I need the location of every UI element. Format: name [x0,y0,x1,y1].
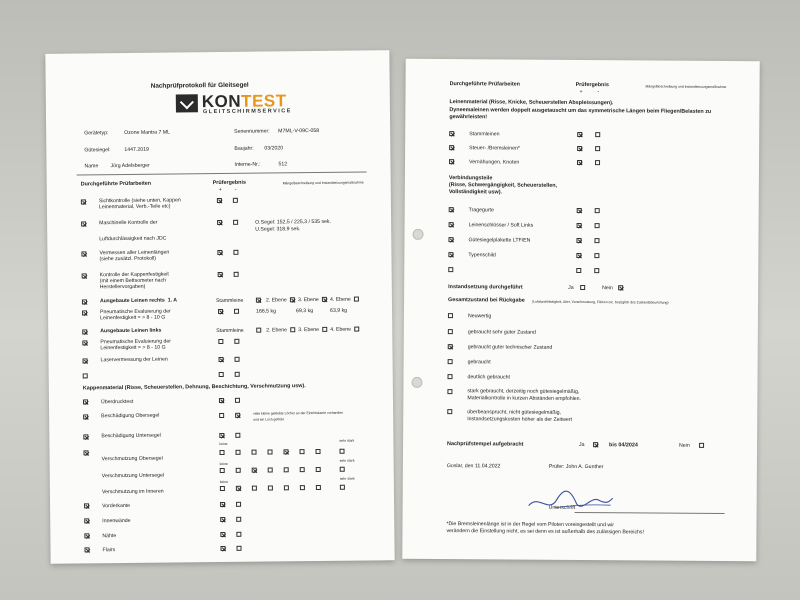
checkbox[interactable] [316,467,321,472]
checkbox[interactable] [283,449,288,454]
checkbox[interactable] [577,146,582,151]
ja-label: Ja [579,441,585,449]
condition-option: gebraucht guter technischer Zustand [467,344,553,351]
checkbox[interactable] [82,329,87,334]
checkbox[interactable] [220,517,225,522]
checkbox[interactable] [82,299,87,304]
checkbox[interactable] [219,372,224,377]
row-label: Leinenfestigkeit = > 8 - 10 G [100,344,166,352]
row-label: Überdrucktest [100,398,134,406]
checkbox[interactable] [595,160,600,165]
keine-label: keine [219,479,228,485]
checkbox[interactable] [217,250,222,255]
row-label: Beschädigung Untersegel [101,432,161,440]
row-label: Verschmutzung Untersegel [101,472,165,480]
checkbox[interactable] [340,485,345,490]
bis-date: bis 04/2024 [609,442,638,449]
name-label: Name [84,163,99,170]
checkbox[interactable] [218,309,223,314]
checkbox[interactable] [219,413,224,418]
checkbox[interactable] [236,502,241,507]
row-label: Pneumatische Evaluierung der [100,308,171,316]
condition-option: Neuwertig [467,313,492,320]
checkbox[interactable] [448,359,453,364]
row-label: Nähte [102,533,117,540]
checkbox[interactable] [267,449,272,454]
row-label: (mit einem Bettsometer nach [99,277,167,285]
checkbox[interactable] [82,273,87,278]
guete-label: Gütesiegel: [84,147,111,154]
checkbox[interactable] [449,159,454,164]
checkbox[interactable] [268,467,273,472]
name-value: Jörg Adelsberger [110,162,150,170]
checkbox[interactable] [81,199,86,204]
kappen-section-title: Kappenmaterial (Risse, Scheuerstellen, Dehnung, Beschichtung, Verschmutzung usw). [82,383,306,392]
checkbox[interactable] [448,267,453,272]
row-label: Verschmutzung im Inneren [101,488,164,496]
row-label: Pneumatische Evaluierung der [100,338,172,346]
sehr-stark-label: sehr stark [339,438,355,443]
ja-label: Ja [568,284,574,291]
checkbox[interactable] [284,467,289,472]
checkbox[interactable] [448,344,453,349]
row-label: Laservermessung der Leinen [100,356,168,364]
minus-header: - [597,89,600,96]
row-label: Vernähungen, Knoten [469,159,520,166]
checkbox[interactable] [580,285,585,290]
row-label: Gütesiegelplakette LTF/EN [468,237,531,244]
ebene3-label: 3. Ebene [298,326,320,334]
row-label: Maschinelle Kontrolle der [99,219,158,227]
checkbox[interactable] [448,329,453,334]
checkbox[interactable] [256,328,261,333]
keine-label: keine [219,461,228,467]
checkbox[interactable] [233,220,238,225]
divider [77,171,367,175]
unterschrift-label: Unterschrift [548,504,576,511]
value-1: 166,5 kg [256,308,276,315]
checkbox[interactable] [448,313,453,318]
checkbox[interactable] [217,198,222,203]
checkbox[interactable] [300,467,305,472]
checkbox[interactable] [315,449,320,454]
checkbox[interactable] [81,251,86,256]
checkbox[interactable] [252,486,257,491]
checkbox[interactable] [256,298,261,303]
untersegel-values: U.Segel: 318,9 sek. [255,226,301,233]
checkbox[interactable] [83,399,88,404]
checkbox[interactable] [577,132,582,137]
row-label: Flairs [102,547,116,554]
baujahr-value: 03/2020 [264,145,284,152]
checkbox[interactable] [83,373,88,378]
condition-option: Instandsetzungskosten höher als der Zeitwert [467,416,572,423]
protocol-page-left [45,50,394,564]
checkbox[interactable] [221,546,226,551]
checkbox[interactable] [594,238,599,243]
row-label: Vorderkante [102,502,131,510]
condition-option: deutlich gebraucht [467,374,510,381]
value-2: 69,3 kg [296,308,314,315]
row-label: Innenwände [102,517,131,525]
checkbox[interactable] [595,223,600,228]
checkbox[interactable] [577,223,582,228]
keine-label: keine [219,441,228,447]
leinen-subtitle: Dyneemaleinen werden doppelt ausgetauscht um das symmetrische Längen beim Fliegen/Belasten zu gewährleisten! [449,107,712,121]
nein-label: Nein [679,442,690,449]
checkbox[interactable] [234,339,239,344]
checkbox[interactable] [447,409,452,414]
serien-label: Seriennummer: [234,128,270,135]
checkbox[interactable] [594,253,599,258]
checkbox[interactable] [235,398,240,403]
intern-value: 512 [278,161,288,168]
checkbox[interactable] [290,327,295,332]
checkbox[interactable] [595,208,600,213]
checkbox[interactable] [316,485,321,490]
leinen-title: Leinenmaterial (Risse, Knicke, Scheuerstellen Abspleissungen). [449,99,614,107]
section-title: Durchgeführte Prüfarbeiten [449,81,520,88]
ebene2-label: 2. Ebene [265,297,287,304]
plus-header: + [218,186,222,194]
row-label: Luftdurchlässigkeit nach JDC [99,235,167,243]
verbindung-sub: (Risse, Schwergängigkeit, Scheuerstellen, [448,182,558,189]
verbindung-title: Verbindungsteile [448,175,493,182]
plus-header: + [579,88,583,96]
guete-value: 1447.2019 [124,146,149,153]
checkbox[interactable] [234,309,239,314]
row-label: Verschmutzung Obersegel [101,455,163,463]
stammleine-label: Stammleine [215,297,244,305]
checkbox[interactable] [322,327,327,332]
note-header: Mängelbeschreibung und Instandsetzungsmaßnahme [282,180,364,186]
checkbox[interactable] [236,532,241,537]
checkbox[interactable] [576,268,581,273]
checkbox[interactable] [236,517,241,522]
damage-note: und ein Loch geflickt [253,417,285,422]
checkbox[interactable] [219,398,224,403]
checkbox[interactable] [81,221,86,226]
protocol-page-right [402,59,759,561]
checkbox[interactable] [84,533,89,538]
footnote: verändern die Einstellung nicht, es sei denn es ist außerhalb des zulässigen Bereichs! [446,528,645,536]
nein-label: Nein [602,285,613,292]
checkbox[interactable] [235,450,240,455]
checkbox[interactable] [354,297,359,302]
checkbox[interactable] [449,131,454,136]
checkbox[interactable] [236,486,241,491]
checkbox[interactable] [82,310,87,315]
checkbox[interactable] [84,503,89,508]
checkbox[interactable] [252,468,257,473]
checkbox[interactable] [595,146,600,151]
verbindung-sub: Vollständigkeit usw). [448,189,503,196]
checkbox[interactable] [220,468,225,473]
sehr-stark-label: sehr stark [339,476,355,481]
checkbox[interactable] [618,285,623,290]
checkbox[interactable] [449,222,454,227]
row-label: Steuer- /Bremsleinen* [469,145,520,152]
checkbox[interactable] [235,413,240,418]
checkbox[interactable] [220,486,225,491]
checkbox[interactable] [220,532,225,537]
checkbox[interactable] [577,160,582,165]
condition-option: stark gebraucht, derzeitig noch gütesiegelmäßig, [467,388,580,395]
result-header: Prüfergebnis [212,179,246,187]
geraetetyp-label: Gerätetyp: [84,130,109,137]
checkbox[interactable] [284,485,289,490]
row-label: Leinenfestigkeit = > 8 - 10 G [100,314,166,322]
place-date: Goslar, den 11.04.2022 [446,463,501,470]
ebene2-label: 2. Ebene [266,327,288,334]
sehr-stark-label: sehr stark [339,458,355,463]
checkbox[interactable] [220,502,225,507]
checkbox[interactable] [576,253,581,258]
row-label: Herstellervorgaben) [99,283,146,291]
row-label: Vermessen aller Leinenlängen [99,249,170,257]
row-label: (siehe zusätzl. Protokoll) [99,255,157,263]
checkbox[interactable] [300,485,305,490]
obersegel-values: O.Segel: 152,5 / 225,3 / 535 sek. [255,218,332,226]
baujahr-label: Baujahr: [234,145,254,152]
geraetetyp-value: Ozone Mantra 7 ML [124,129,171,136]
checkbox[interactable] [299,449,304,454]
checkbox[interactable] [218,339,223,344]
checkbox[interactable] [594,268,599,273]
ebene4-label: 4. Ebene [330,326,352,333]
checkbox[interactable] [290,297,295,302]
lines-rechts-label: Ausgebaute Leinen rechts 1. A [99,297,178,305]
row-label: Typenschild [468,252,496,259]
punch-hole [412,229,423,240]
checkbox[interactable] [354,327,359,332]
condition-option: Materialkontrolle in kurzen Abständen empfohlen. [467,395,582,403]
row-label: Stammleinen [469,131,500,138]
row-label: Beschädigung Obersegel [101,412,160,420]
checkbox[interactable] [235,433,240,438]
condition-option: gebraucht sehr guter Zustand [467,329,536,336]
checkbox[interactable] [82,340,87,345]
condition-option: gebraucht [467,359,491,366]
minus-header: - [234,186,237,193]
row-label: Leinenschlösser / Soft Links [468,222,534,229]
checkbox[interactable] [448,252,453,257]
pruefer: Prüfer: John A. Gunther [548,463,604,471]
checkbox[interactable] [84,518,89,523]
serien-value: M7ML-V-09C-058 [278,127,320,135]
checkbox[interactable] [251,450,256,455]
protocol-title: Nachprüfprotokoll für Gleitsegel [150,81,249,90]
note-header: Mängelbeschreibung und Instandsetzungsmaßnahme [645,84,727,90]
section-title: Durchgeführte Prüfarbeiten [80,180,152,188]
gesamtzustand-note: (Luftdurchlässigkeit, Alter, Verschmutzung, Flicken etc. bezüglich des Zustandsbeurteilung) [532,299,669,305]
stammleine-label: Stammleine [216,327,244,335]
checkbox[interactable] [699,443,704,448]
ebene3-label: 3. Ebene [297,296,319,304]
checkbox[interactable] [218,272,223,277]
row-label: Kontrolle der Kappenfestigkeit [99,271,169,279]
signature-image [525,488,615,515]
checkbox[interactable] [83,434,88,439]
checkbox[interactable] [448,374,453,379]
checkbox[interactable] [593,442,598,447]
row-label: Tragegurte [468,207,494,214]
checkbox[interactable] [234,272,239,277]
row-label: Leinenmaterial, Verb.-Teile etc) [98,203,171,211]
checkbox[interactable] [322,297,327,302]
intern-label: Interne-Nr.: [234,161,261,168]
checkbox[interactable] [339,449,344,454]
checkbox[interactable] [447,389,452,394]
footnote: *Die Bremsleinenlänge ist in der Regel vom Piloten voreingestellt und wir [446,521,615,529]
checkbox[interactable] [340,467,345,472]
checkbox[interactable] [83,414,88,419]
row-label: Sichtkontrolle (siehe unten, Kappen [98,197,181,205]
result-header: Prüfergebnis [575,81,609,89]
punch-hole [411,377,422,388]
kontest-logo-icon [176,94,198,112]
damage-note: viele kleine geklebte Löcher an der Eintrittskante vorhanden [253,410,344,416]
lines-links-label: Ausgebaute Leinen links [100,327,162,335]
checkbox[interactable] [219,357,224,362]
checkbox[interactable] [595,132,600,137]
checkbox[interactable] [83,358,88,363]
checkbox[interactable] [83,450,88,455]
gesamtzustand-title: Gesamtzustand bei Rückgabe [448,297,525,304]
checkbox[interactable] [219,450,224,455]
checkbox[interactable] [577,208,582,213]
checkbox[interactable] [85,547,90,552]
checkbox[interactable] [235,357,240,362]
checkbox[interactable] [576,238,581,243]
checkbox[interactable] [268,485,273,490]
stempel-label: Nachprüfstempel aufgebracht [447,441,524,448]
checkbox[interactable] [219,433,224,438]
checkbox[interactable] [449,207,454,212]
checkbox[interactable] [236,468,241,473]
condition-option: überbeansprucht, nicht gütesiegelmäßig, [467,409,562,416]
checkbox[interactable] [449,145,454,150]
checkbox[interactable] [237,546,242,551]
checkbox[interactable] [235,372,240,377]
kontest-logo: KONTEST [201,91,287,112]
ebene4-label: 4. Ebene [329,296,351,303]
checkbox[interactable] [448,237,453,242]
checkbox[interactable] [233,250,238,255]
logo-subtitle: GLEITSCHIRMSERVICE [202,108,292,116]
checkbox[interactable] [217,220,222,225]
value-3: 63,9 kg [330,307,348,314]
checkbox[interactable] [233,198,238,203]
instandsetzung-label: Instandsetzung durchgeführt [448,284,523,291]
